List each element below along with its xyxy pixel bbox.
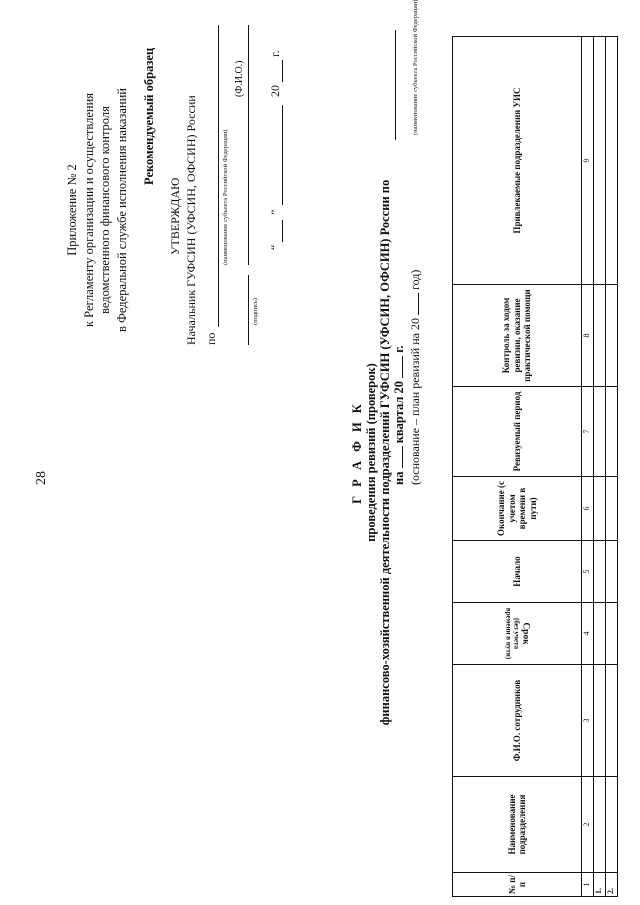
table-cell <box>594 541 606 603</box>
basis-suffix: год) <box>408 269 422 291</box>
header-staff-fio: Ф.И.О. сотрудников <box>453 665 582 777</box>
table-header-row <box>453 37 582 897</box>
row-number: 2. <box>606 873 618 897</box>
schedule-subject-hint: (наименование субъекта Российской Федерации) <box>412 0 419 135</box>
quarter-blank <box>402 446 403 468</box>
table-row <box>606 37 618 897</box>
approver-title: Начальник ГУФСИН (УФСИН, ОФСИН) России <box>184 95 198 345</box>
recommended-sample-label: Рекомендуемый образец <box>142 47 156 185</box>
column-number: 9 <box>582 37 594 285</box>
annex-line-1: к Регламенту организации и осуществления <box>81 92 96 328</box>
table-cell <box>606 603 618 665</box>
column-number: 5 <box>582 541 594 603</box>
table-cell <box>606 285 618 387</box>
approver-po: по <box>204 332 218 345</box>
quarter-prefix: на <box>392 471 406 485</box>
quarter-middle: квартал 20 <box>392 381 406 444</box>
table-cell <box>594 777 606 873</box>
schedule-table <box>452 36 618 897</box>
quarter-line <box>392 345 407 485</box>
table-cell <box>594 477 606 541</box>
table-cell <box>594 665 606 777</box>
basis-prefix: (основание – план ревизий на 20 <box>408 318 422 485</box>
column-number: 7 <box>582 387 594 477</box>
date-month-line <box>282 105 283 205</box>
annex-line-2: ведомственного финансового контроля <box>98 106 112 314</box>
table-cell <box>594 387 606 477</box>
column-number: 1 <box>582 873 594 897</box>
term-vertical-label <box>504 605 530 662</box>
page-number: 28 <box>34 471 49 485</box>
header-control: Контроль за ходом ревизии, оказание практической помощи <box>453 285 582 387</box>
column-number: 3 <box>582 665 594 777</box>
annex-block <box>64 20 130 400</box>
column-number-row <box>582 37 594 897</box>
schedule-subtitle: проведения ревизий (проверок) <box>364 363 378 542</box>
fio-hint: (Ф.И.О.) <box>234 60 245 97</box>
table-cell <box>606 387 618 477</box>
row-number: 1. <box>594 873 606 897</box>
column-number: 2 <box>582 777 594 873</box>
date-quote-close: ” <box>268 209 282 215</box>
subject-hint: (наименование субъекта Российской Федерации) <box>222 129 229 265</box>
header-audited-period: Ревизуемый период <box>453 387 582 477</box>
header-end: Окончание (с учетом времени в пути) <box>453 477 582 541</box>
date-year-line <box>282 60 283 82</box>
basis-year-blank <box>418 293 419 315</box>
table-cell <box>594 285 606 387</box>
header-unit-name: Наименование подразделения <box>453 777 582 873</box>
table-cell <box>606 777 618 873</box>
header-involved-units: Привлекаемые подразделения УИС <box>453 37 582 285</box>
schedule-title: Г Р А Ф И К <box>350 401 364 504</box>
table-row <box>594 37 606 897</box>
table-cell <box>606 541 618 603</box>
approve-word: УТВЕРЖДАЮ <box>168 177 182 255</box>
schedule-subject-blank <box>395 30 396 140</box>
header-term <box>453 603 582 665</box>
date-year-prefix: 20 <box>268 85 282 97</box>
header-number: № п/п <box>453 873 582 897</box>
basis-line <box>408 270 423 485</box>
quarter-year-blank <box>402 356 403 378</box>
date-quote-open: “ <box>268 244 282 250</box>
signature-line <box>248 275 249 345</box>
annex-line-3: в Федеральной службе исполнения наказаний <box>114 88 129 332</box>
column-number: 6 <box>582 477 594 541</box>
date-year-suffix: г. <box>268 50 282 57</box>
header-term-note: (без учета времени в пути) <box>504 607 522 660</box>
schedule-subject-line: финансово-хозяйственной деятельности подразделений ГУФСИН (УФСИН, ОФСИН) России по <box>378 179 392 726</box>
subject-line <box>218 25 219 327</box>
date-day-line <box>282 220 283 242</box>
table-cell <box>594 37 606 285</box>
fio-line <box>248 25 249 265</box>
column-number: 4 <box>582 603 594 665</box>
header-term-title: Срок <box>520 622 531 645</box>
signature-hint: (подпись) <box>252 298 259 325</box>
column-number: 8 <box>582 285 594 387</box>
table-cell <box>606 665 618 777</box>
table-cell <box>606 477 618 541</box>
annex-title: Приложение № 2 <box>65 164 79 256</box>
header-start: Начало <box>453 541 582 603</box>
table-cell <box>606 37 618 285</box>
table-cell <box>594 603 606 665</box>
quarter-suffix: г. <box>392 345 406 353</box>
